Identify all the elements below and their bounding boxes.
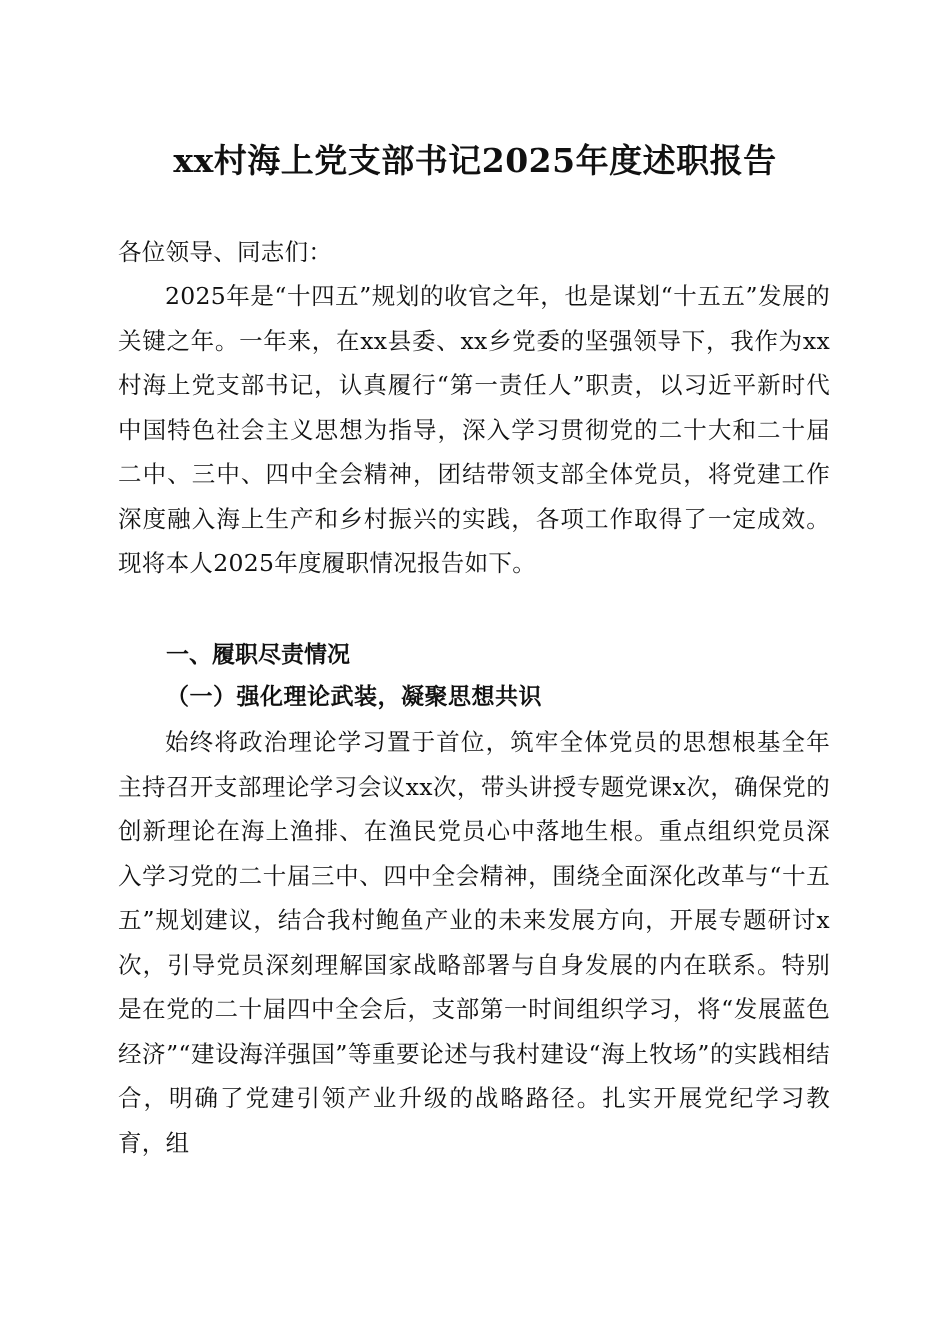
salutation: 各位领导、同志们： [118, 238, 333, 266]
intro-paragraph: 2025年是“十四五”规划的收官之年，也是谋划“十五五”发展的关键之年。一年来，在xx县委、xx乡党委的坚强领导下，我作为xx村海上党支部书记，认真履行“第一责任人”职责，以习近平新时代中国特色社会主义思想为指导，深入学习贯彻党的二十大和二十届二中、三中、四中全会精神，团结带领支部全体党员，将党建工作深度融入海上生产和乡村振兴的实践，各项工作取得了一定成效。现将本人2025年度履职情况报告如下。 [118, 282, 830, 577]
section-heading: 一、履职尽责情况 [166, 642, 350, 668]
document-title: xx村海上党支部书记2025年度述职报告 [173, 141, 777, 180]
subsection-heading: （一）强化理论武装，凝聚思想共识 [166, 683, 542, 710]
section-paragraph: 始终将政治理论学习置于首位，筑牢全体党员的思想根基全年主持召开支部理论学习会议xx次，带头讲授专题党课x次，确保党的创新理论在海上渔排、在渔民党员心中落地生根。重点组织党员深入学习党的二十届三中、四中全会精神，围绕全面深化改革与“十五五”规划建议，结合我村鲍鱼产业的未来发展方向，开展专题研讨x次，引导党员深刻理解国家战略部署与自身发展的内在联系。特别是在党的二十届四中全会后，支部第一时间组织学习，将“发展蓝色经济”“建设海洋强国”等重要论述与我村建设“海上牧场”的实践相结合，明确了党建引领产业升级的战略路径。扎实开展党纪学习教育，组 [118, 728, 830, 1157]
